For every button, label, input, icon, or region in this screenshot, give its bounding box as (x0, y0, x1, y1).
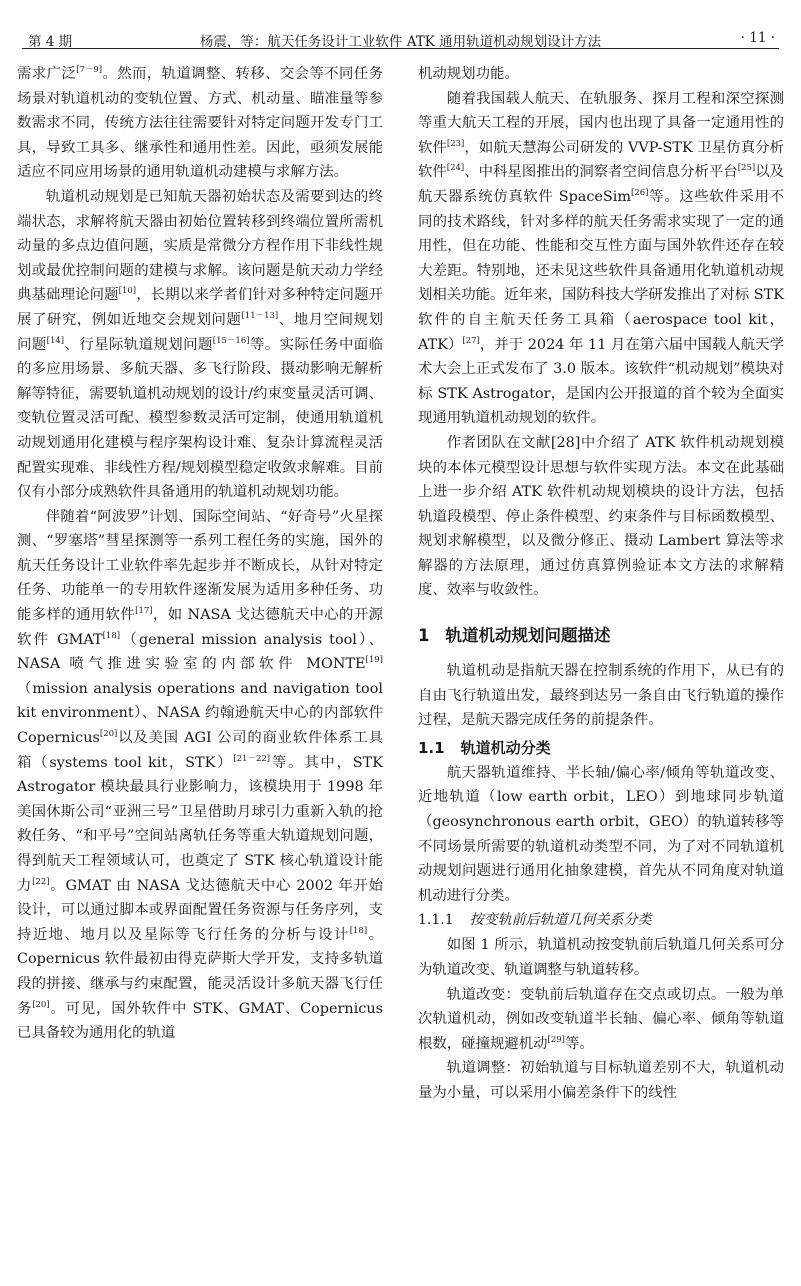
paragraph (418, 62, 784, 87)
text-run: ，长期以来学者们针对多种特定问题开展了研究，例如近地交会规划问题 (17, 287, 383, 328)
citation-ref: [7－9] (76, 65, 103, 75)
subsubsection-heading (418, 908, 784, 933)
text-run: 机动规划功能。 (418, 66, 519, 82)
text-run: 轨道调整：初始轨道与目标轨道差别不大，轨道机动量为小量，可以采用小偏差条件下的线性 (418, 1060, 784, 1101)
text-run: 。然而，轨道调整、转移、交会等不同任务场景对轨道机动的变轨位置、方式、机动量、瞄准量等参数需求不同，传统方法往往需要针对特定问题开发专门工具，导致工具多、继承性和通用性差。因此，亟须发展能适应不同应用场景的通用轨道机动建模与求解方法。 (17, 66, 383, 181)
text-run: 伴随着“阿波罗”计划、国际空间站、“好奇号”火星探测、“罗塞塔”彗星探测等一系列工程任务的实施，国外的航天任务设计工业软件率先起步并不断成长，从针对特定任务、功能单一的专用软件逐渐发展为适用多种任务、功能多样的通用软件 (17, 508, 383, 624)
text-run: ，如航天慧海公司研发的 VVP-STK 卫星仿真分析软件 (418, 139, 784, 181)
subsubsection-number: 1.1.1 (418, 912, 454, 929)
section-body (418, 659, 784, 733)
paragraph (418, 1056, 784, 1105)
text-run: 以及美国 AGI 公司的商业软件体系工具箱（systems tool kit，STK） (17, 730, 383, 771)
section-number: 1 (418, 626, 430, 646)
citation-ref: [27] (462, 335, 480, 346)
text-run: 等。 (564, 1035, 594, 1052)
paragraph (17, 505, 383, 1046)
right-column (418, 62, 784, 1106)
citation-ref: [17] (135, 606, 153, 617)
citation-ref: [15－16] (212, 335, 250, 346)
paragraph (418, 431, 784, 603)
paragraph (418, 761, 784, 909)
citation-ref: [10] (118, 286, 137, 297)
text-run: 、中科星图推出的洞察者空间信息分析平台 (464, 164, 738, 181)
page-number: · 11 · (740, 30, 775, 46)
subsubsection-title: 按变轨前后轨道几何关系分类 (469, 912, 652, 929)
text-run: ，并于 2024 年 11 月在第六届中国载人航天学术大会上正式发布了 3.0 版本。该软件“机动规划”模块对标 STK Astrogator，是国内公开报道的首个较为全面实现通用轨道机动规划的软件。 (418, 336, 784, 427)
text-run: 如图 1 所示，轨道机动按变轨前后轨道几何关系可分为轨道改变、轨道调整与轨道转移。 (418, 937, 784, 978)
text-run: 等。实际任务中面临的多应用场景、多航天器、多飞行阶段、摄动影响无解析解等特征，需要轨道机动规划的设计/约束变量灵活可调、变轨位置灵活可配、模型参数灵活可定制，使通用轨道机动规划通用化建模与程序架构设计难、复杂计算流程灵活配置实现难、非线性方程/规划模型稳定收敛求解难。目前仅有小部分成熟软件具备通用的轨道机动规划功能。 (17, 336, 383, 501)
text-run: 航天器轨道维持、半长轴/偏心率/倾角等轨道改变、近地轨道（low earth orbit，LEO）到地球同步轨道（geosynchronous earth orbit，GEO）的轨道转移等不同场景所需要的轨道机动类型不同，为了对不同轨道机动规划问题进行通用化抽象建模，首先从不同角度对轨道机动进行分类。 (418, 764, 784, 904)
text-run: 作者团队在文献[28]中介绍了 ATK 软件机动规划模块的本体元模型设计思想与软件实现方法。本文在此基础上进一步介绍 ATK 软件机动规划模块的设计方法，包括轨道段模型、停止条件模型、约束条件与目标函数模型、规划求解模型，以及微分修正、摄动 Lambert 算法等求解器的方法原理，通过仿真算例验证本文方法的求解精度、效率与收敛性。 (418, 434, 784, 599)
paragraph (418, 933, 784, 982)
paragraph (17, 185, 383, 505)
citation-ref: [22] (32, 876, 50, 887)
text-run: 等。其中，STK Astrogator 模块最具行业影响力，该模块用于 1998 年美国休斯公司“亚洲三号”卫星借助月球引力重新入轨的抢救任务、“和平号”空间站离轨任务等重大轨道规划问题，得到航天工程领域认可，也奠定了 STK 核心轨道设计能力 (17, 754, 383, 894)
section-heading (418, 623, 784, 649)
text-run: 以及航天器系统仿真软件 SpaceSim (418, 164, 784, 205)
text-run: 、地月空间规划问题 (17, 311, 383, 353)
text-run: （mission analysis operations and navigation tool kit environment）、NASA 约翰逊航天中心的内部软件 Copernicus (17, 680, 383, 747)
text-run: 、行星际轨道规划问题 (64, 336, 213, 353)
citation-ref: [19] (365, 655, 383, 666)
paragraph (418, 87, 784, 431)
text-run: 轨道改变：变轨前后轨道存在交点或切点。一般为单次轨道机动，例如改变轨道半长轴、偏心率、倾角等轨道根数，碰撞规避机动 (418, 986, 784, 1052)
running-title: 杨震，等：航天任务设计工业软件 ATK 通用轨道机动规划设计方法 (199, 34, 602, 50)
paragraph (17, 62, 383, 185)
citation-ref: [29] (547, 1034, 565, 1045)
text-run: 等。这些软件采用不同的技术路线，针对多样的航天任务需求实现了一定的通用性，但在功能、性能和交互性方面与国外软件还存在较大差距。特别地，还未见这些软件具备通用化轨道机动规划相关功能。近年来，国防科技大学研发推出了对标 STK 软件的自主航天任务工具箱（aerospace tool kit，ATK） (418, 188, 784, 353)
text-run: ，如 NASA 戈达德航天中心的开源软件 GMAT (17, 607, 383, 648)
citation-ref: [11－13] (241, 310, 279, 321)
right-column-body (418, 62, 784, 603)
issue-number: 第 4 期 (28, 34, 73, 50)
paragraph (418, 659, 784, 733)
citation-ref: [18] (102, 630, 121, 641)
citation-ref: [18] (349, 925, 368, 936)
text-run: 。GMAT 由 NASA 戈达德航天中心 2002 年开始设计，可以通过脚本或界面配置任务资源与任务序列，支持近地、地月以及星际等飞行任务的分析与设计 (17, 877, 383, 943)
text-run: 轨道机动规划是已知航天器初始状态及需要到达的终端状态，求解将航天器由初始位置转移到终端位置所需机动量的多点边值问题，实质是常微分方程作用下非线性规划或最优控制问题的建模与求解。该问题是航天动力学经典基础理论问题 (17, 188, 383, 304)
left-column-body (17, 62, 383, 1046)
subsection-body (418, 761, 784, 909)
text-run: 。Copernicus 软件最初由得克萨斯大学开发，支持多轨道段的拼接、继承与约束配置，能灵活设计多航天器飞行任务 (17, 926, 383, 1017)
subsubsection-body (418, 933, 784, 1105)
citation-ref: [24] (446, 163, 465, 174)
text-run: 轨道机动是指航天器在控制系统的作用下，从已有的自由飞行轨道出发，最终到达另一条自由飞行轨道的操作过程，是航天器完成任务的前提条件。 (418, 663, 784, 729)
subsection-number: 1.1 (418, 738, 445, 757)
paragraph (418, 983, 784, 1057)
citation-ref: [20] (32, 999, 50, 1010)
citation-ref: [23] (446, 138, 465, 149)
citation-ref: [25] (737, 163, 756, 174)
citation-ref: [26] (631, 187, 649, 198)
text-run: 随着我国载人航天、在轨服务、探月工程和深空探测等重大航天工程的开展，国内也出现了具备一定通用性的软件 (418, 90, 784, 156)
citation-ref: [20] (99, 729, 118, 740)
text-run: 需求广泛 (17, 66, 77, 82)
subsection-heading (418, 735, 784, 761)
citation-ref: [14] (46, 335, 65, 346)
section-title: 轨道机动规划问题描述 (445, 626, 611, 646)
subsection-title: 轨道机动分类 (460, 738, 551, 757)
text-run: 。可见，国外软件中 STK、GMAT、Copernicus 已具备较为通用化的轨道 (17, 1000, 383, 1042)
text-run: （general mission analysis tool）、NASA 喷气推进实验室的内部软件 MONTE (17, 631, 383, 673)
citation-ref: [21－22] (233, 753, 271, 764)
running-header (22, 22, 779, 49)
left-column (17, 62, 383, 1046)
